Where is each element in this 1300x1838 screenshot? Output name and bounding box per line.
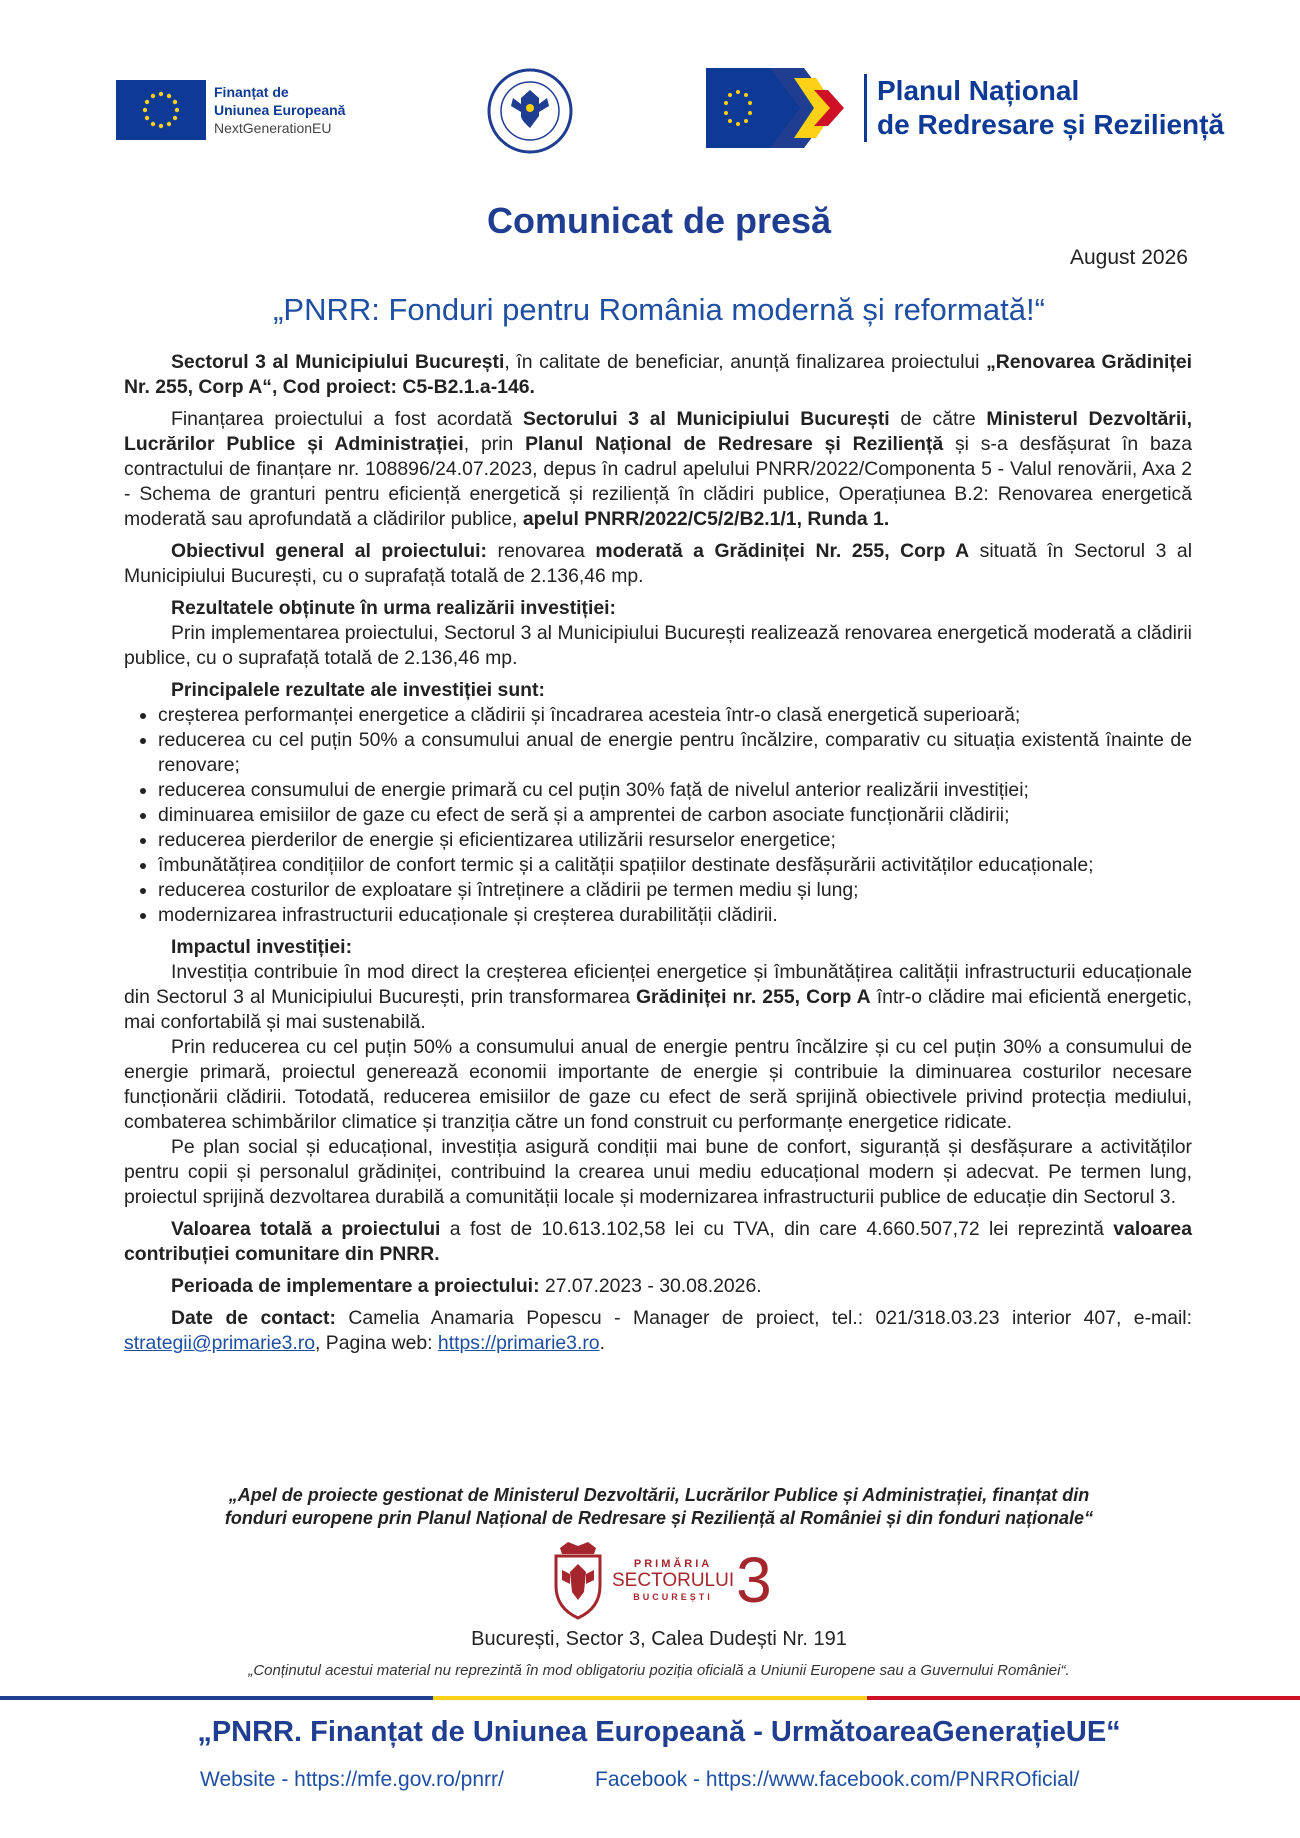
results-list [124, 703, 1192, 928]
text: de către [889, 408, 987, 430]
flag-divider [0, 1696, 1300, 1700]
heading-impact: Impactul investiției: [171, 936, 353, 958]
text-bold: Grădiniței nr. 255, Corp A [635, 986, 871, 1008]
quote-line2: fonduri europene prin Planul Național de Redresare și Reziliență al României și din fonduri naționale“ [224, 1508, 1094, 1528]
text-bold: valoarea contribuției comunitare din PNRR. [124, 1218, 1192, 1265]
text-bold: moderată a Grădiniței Nr. 255, Corp A [595, 540, 970, 562]
eu-text-line2: Uniunea Europeană [214, 102, 346, 118]
text: , Pagina web: [315, 1332, 438, 1354]
list-item: • reducerea costurilor de exploatare și întreținere a clădirii pe termen mediu și lung; [158, 878, 1192, 903]
pnrr-arrows-icon [706, 68, 854, 148]
text: Investiția contribuie în mod direct la creșterea eficienței energetice și îmbunătățirea calității infrastructurii educaționale din Sectorul 3 al Municipiului București, prin transformarea [124, 961, 1192, 1008]
paragraph-period [124, 1274, 1192, 1299]
primaria-sector3-logo [550, 1540, 772, 1620]
text: Finanțarea proiectului a fost acordată [171, 408, 523, 430]
text-bold: Sectorul 3 al Municipiului București [171, 351, 505, 373]
text: , în calitate de beneficiar, anunță finalizarea proiectului [504, 351, 987, 373]
sector-logo-line2: SECTORULUI [612, 1570, 735, 1591]
sector-logo-line1: PRIMĂRIA [633, 1558, 713, 1570]
flag-divider-blue [0, 1696, 433, 1700]
text-bold: Obiectivul general al proiectului: [171, 540, 487, 562]
text-bold: „Renovarea Grădiniței Nr. 255, Corp A“, Cod proiect: C5-B2.1.a-146. [124, 351, 1193, 398]
list-item: • reducerea pierderilor de energie și eficientizarea utilizării resurselor energetice; [158, 828, 1192, 853]
website-link[interactable]: https://primarie3.ro [437, 1332, 600, 1354]
flag-divider-red [867, 1696, 1300, 1700]
text-bold: Sectorului 3 al Municipiului București [522, 408, 890, 430]
text: . [599, 1332, 605, 1354]
footer-title: „PNRR. Finanțat de Uniunea Europeană - UrmătoareaGenerațieUE“ [197, 1716, 1121, 1748]
paragraph-impact-2: Prin reducerea cu cel puțin 50% a consumului anual de energie pentru încălzire și cu cel puțin 30% a consumului de energie primară, proiectul generează economii importante de energie și contribuie la diminuarea costurilor necesare funcționării clădirii. Totodată, reducerea emisiilor de gaze cu efect de seră sprijină obiectivele privind protecția mediului, combaterea schimbărilor climatice și tranziția către un fond construit cu performanțe energetice ridicate. [124, 1036, 1192, 1133]
text: Camelia Anamaria Popescu - Manager de proiect, tel.: 021/318.03.23 interior 407, e-mail: [335, 1307, 1192, 1329]
email-link[interactable]: strategii@primarie3.ro [124, 1332, 316, 1354]
quote-line1: „Apel de proiecte gestionat de Ministerul Dezvoltării, Lucrărilor Publice și Administrației, finanțat din [228, 1485, 1090, 1505]
text-bold: apelul PNRR/2022/C5/2/B2.1/1, Runda 1. [522, 508, 890, 530]
press-release-body [124, 350, 1192, 1363]
sector3-coat-of-arms-icon [550, 1540, 606, 1620]
text-bold: Perioada de implementare a proiectului: [171, 1275, 540, 1297]
footer-website-link[interactable]: Website - https://mfe.gov.ro/pnrr/ [200, 1768, 504, 1791]
header [0, 0, 1300, 160]
page-title: Comunicat de presă [486, 200, 832, 241]
paragraph-objective [124, 539, 1192, 589]
list-item: • îmbunătățirea condițiilor de confort termic și a calității spațiilor destinate desfășurării activităților educaționale; [158, 853, 1192, 878]
sector-logo-line3: BUCUREȘTI [633, 1592, 713, 1602]
pnrr-logo [706, 68, 1224, 148]
text: situată în Sectorul 3 al Municipiului București, cu o suprafață totală de 2.136,46 mp. [124, 540, 1192, 587]
funding-quote [0, 1484, 1300, 1530]
document-date: August 2026 [1070, 246, 1188, 269]
heading-results: Rezultatele obținute în urma realizării investiției: [171, 597, 617, 619]
pnrr-text-line1: Planul Național [877, 75, 1080, 106]
text: într-o clădire mai eficientă energetic, mai confortabilă și mai sustenabilă. [124, 986, 1192, 1033]
text-bold: Ministerul Dezvoltării, Lucrărilor Publice și Administrației [124, 408, 1192, 455]
text: 27.07.2023 - 30.08.2026. [539, 1275, 762, 1297]
paragraph-contact [124, 1306, 1192, 1356]
address: București, Sector 3, Calea Dudești Nr. 191 [471, 1628, 847, 1650]
paragraph-impact-3: Pe plan social și educațional, investiția asigură condiții mai bune de confort, siguranță și desfășurare a activităților pentru copii și personalul grădiniței, contribuind la crearea unui mediu educațional modern și adecvat. Pe termen lung, proiectul sprijină dezvoltarea durabilă a comunității locale și modernizarea infrastructurii publice de educație din Sectorul 3. [124, 1136, 1192, 1208]
paragraph-financing [124, 407, 1192, 532]
text: renovarea [487, 540, 596, 562]
text-bold: Date de contact: [171, 1307, 336, 1329]
guvernul-romaniei-seal-icon [487, 68, 573, 159]
eu-text-line3: NextGenerationEU [214, 120, 332, 136]
text: a fost de 10.613.102,58 lei cu TVA, din care 4.660.507,72 lei reprezintă [440, 1218, 1114, 1240]
sector-logo-number: 3 [736, 1544, 772, 1616]
paragraph-results: Prin implementarea proiectului, Sectorul 3 al Municipiului București realizează renovarea energetică moderată a clădirii publice, cu o suprafață totală de 2.136,46 mp. [124, 622, 1192, 669]
paragraph-impact-1 [124, 960, 1192, 1035]
disclaimer: „Conținutul acestui material nu reprezintă în mod obligatoriu poziția oficială a Uniunii Europene sau a Guvernului României“. [248, 1662, 1070, 1679]
page-subtitle: „PNRR: Fonduri pentru România modernă și reformată!“ [273, 292, 1045, 327]
paragraph-value [124, 1217, 1192, 1267]
text-bold: Valoarea totală a proiectului [171, 1218, 441, 1240]
text: , prin [463, 433, 526, 455]
list-item: • reducerea consumului de energie primară cu cel puțin 30% față de nivelul anterior realizării investiției; [158, 778, 1192, 803]
list-item: • reducerea cu cel puțin 50% a consumului anual de energie pentru încălzire, comparativ cu situația existentă înainte de renovare; [158, 728, 1192, 778]
paragraph-beneficiary [124, 350, 1192, 400]
text: și s-a desfășurat în baza contractului de finanțare nr. 108896/24.07.2023, depus în cadrul apelului PNRR/2022/Componenta 5 - Valul renovării, Axa 2 - Schema de granturi pentru eficiență energetică și reziliență în clădiri publice, Operațiunea B.2: Renovarea energetică moderată sau aprofundată a clădirilor publice, [124, 433, 1193, 530]
heading-main-results: Principalele rezultate ale investiției sunt: [171, 679, 545, 701]
list-item: • diminuarea emisiilor de gaze cu efect de seră și a amprentei de carbon asociate funcționării clădirii; [158, 803, 1192, 828]
eu-flag-icon [116, 80, 206, 140]
list-item: • modernizarea infrastructurii educaționale și creșterea durabilității clădirii. [158, 903, 1192, 928]
text-bold: Planul Național de Redresare și Reziliență [525, 433, 944, 455]
eu-funding-logo [116, 80, 345, 140]
footer-facebook-link[interactable]: Facebook - https://www.facebook.com/PNRROficial/ [595, 1768, 1080, 1791]
eu-text-line1: Finanțat de [214, 84, 289, 100]
pnrr-text-line2: de Redresare și Reziliență [877, 109, 1225, 140]
list-item: • creșterea performanței energetice a clădirii și încadrarea acesteia într-o clasă energetică superioară; [158, 703, 1192, 728]
flag-divider-yellow [433, 1696, 866, 1700]
